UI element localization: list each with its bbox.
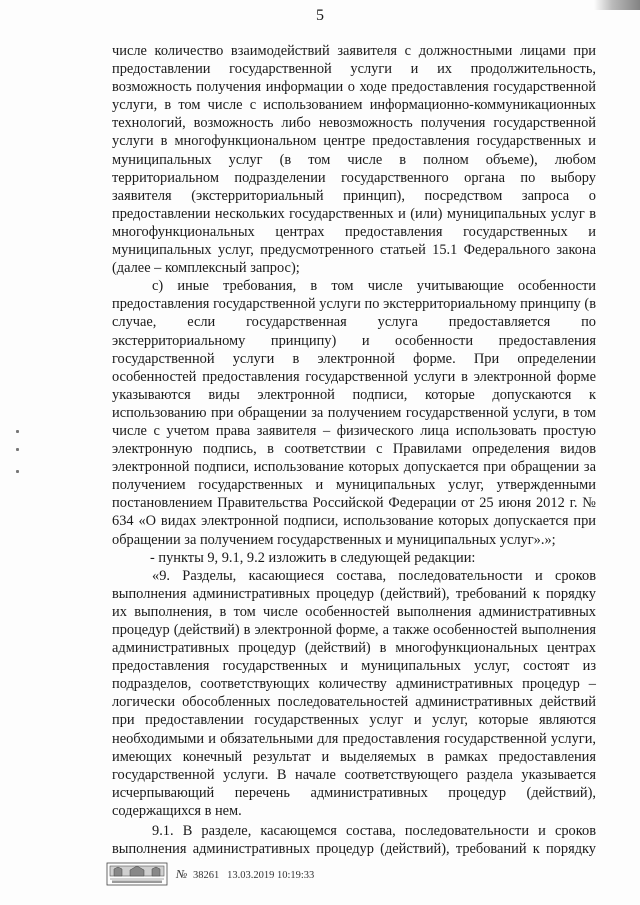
page-number: 5 <box>316 7 324 24</box>
paragraph-continuation: числе количество взаимодействий заявителя с должностными лицами при предоставлении государственной услуги и их продолжительность, возможность получения информации о ходе предоставления государственной услуги, в том числе с использованием информационно-коммуникационных технологий, возможность либо невозможность получения государственной услуги в многофункциональном центре предоставления государственных и муниципальных услуг (в том числе в полном объеме), любом территориальном подразделении государственного органа по выбору заявителя (экстерриториальный принцип), посредством запроса о предоставлении нескольких государственных и (или) муниципальных услуг в многофункциональных центрах предоставления государственных и муниципальных услуг, предусмотренного статьей 15.1 Федерального закона (далее – комплексный запрос); <box>112 43 596 277</box>
doc-number: 38261 <box>192 870 220 881</box>
registration-stamp <box>176 867 314 882</box>
registry-logo <box>106 862 168 886</box>
number-sign: № <box>176 867 188 881</box>
paragraph-clause-9-1: 9.1. В разделе, касающемся состава, последовательности и сроков выполнения административных процедур (действий), требований к порядку <box>112 823 596 858</box>
document-body <box>112 42 596 858</box>
doc-timestamp: 13.03.2019 10:19:33 <box>227 870 315 881</box>
scan-specks <box>16 430 22 490</box>
document-footer <box>106 862 406 888</box>
paragraph-clause-9: «9. Разделы, касающиеся состава, последовательности и сроков выполнения административных процедур (действий), требований к порядку их выполнения, в том числе особенностей выполнения административных процедур (действий) в электронной форме, а также особенностей выполнения административных процедур (действий) в многофункциональных центрах предоставления государственных и муниципальных услуг, состоят из подразделов, соответствующих количеству административных процедур – логически обособленных последовательностей административных действий при предоставлении государственных услуг и услуг, которые являются необходимыми и обязательными для предоставления государственной услуги, имеющих конечный результат и выделяемых в рамках предоставления государственной услуги. В начале соответствующего раздела указывается исчерпывающий перечень административных процедур (действий), содержащихся в нем. <box>112 567 596 819</box>
paragraph-instruction: - пункты 9, 9.1, 9.2 изложить в следующей редакции: <box>150 549 476 566</box>
paragraph-subitem-c: с) иные требования, в том числе учитывающие особенности предоставления государственной услуги по экстерриториальному принципу (в случае, если государственная услуга предоставляется по экстерриториальному принципу) и особенности предоставления государственной услуги в электронной форме. При определении особенностей предоставления государственной услуги в электронной форме указываются виды электронной подписи, которые допускаются к использованию при обращении за получением государственной услуги, в том числе с учетом права заявителя – физического лица использовать простую электронную подпись, в соответствии с Правилами определения видов электронной подписи, использование которых допускается при обращении за получением государственных и муниципальных услуг, утвержденными постановлением Правительства Российской Федерации от 25 июня 2012 г. № 634 «О видах электронной подписи, использование которых допускается при обращении за получением государственных и муниципальных услуг».»; <box>112 278 596 548</box>
